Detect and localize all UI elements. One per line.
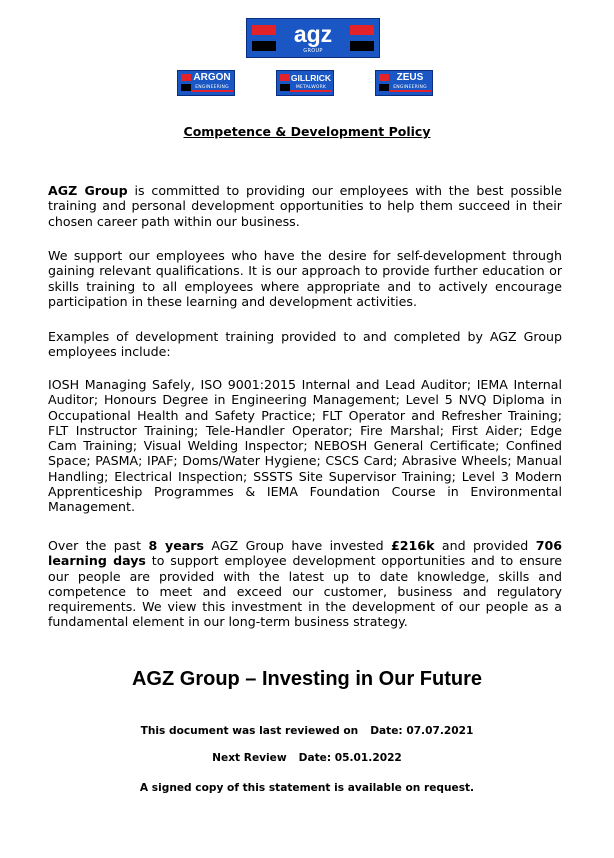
last-reviewed-label: This document was last reviewed on [140, 725, 359, 737]
zeus-engineering-logo [375, 70, 433, 96]
intro-paragraph [48, 183, 562, 229]
last-reviewed-line [0, 725, 614, 737]
argon-engineering-logo [177, 70, 235, 96]
agz-group-logo [246, 18, 380, 58]
examples-intro-paragraph: Examples of development training provided to and completed by AGZ Group employees include: [48, 329, 562, 360]
document-title: Competence & Development Policy [183, 124, 431, 139]
logo-main-subtext: GROUP [303, 48, 323, 54]
investment-text-3: and provided [434, 538, 536, 553]
last-reviewed-date: Date: 07.07.2021 [370, 725, 474, 737]
investment-text-4: to support employee development opportunities and to ensure our people are provided with the latest up to date knowledge, skills and competence to meet and exceed our customer, business and regulatory requirements. We view this investment in the development of our people as a fundamental element in our long-term business strategy. [48, 553, 562, 630]
company-name: AGZ Group [48, 183, 128, 198]
intro-text: is committed to providing our employees with the best possible training and personal development opportunities to help them succeed in their chosen career path within our business. [48, 183, 562, 229]
support-paragraph: We support our employees who have the desire for self-development through gaining relevant qualifications. It is our approach to provide further education or skills training to all employees where appropriate and to actively encourage participation in these learning and development activities. [48, 248, 562, 309]
next-review-label: Next Review [212, 752, 287, 764]
signed-copy-note: A signed copy of this statement is available on request. [139, 782, 475, 794]
logo-main-text: agz [293, 21, 333, 47]
learning-days: 706 learning days [48, 538, 562, 569]
investment-years: 8 years [148, 538, 204, 553]
investment-text-2: AGZ Group have invested [203, 538, 392, 553]
next-review-date: Date: 05.01.2022 [298, 752, 402, 764]
investment-paragraph [48, 538, 562, 630]
investment-text-1: Over the past [48, 538, 149, 553]
logo-gillrick-tag: METALWORK [295, 85, 327, 90]
next-review-line [0, 752, 614, 764]
logo-argon-tag: ENGINEERING [195, 85, 229, 90]
logo-zeus-name: ZEUS [396, 72, 424, 83]
logo-argon-name: ARGON [193, 72, 231, 83]
investment-amount: £216k [391, 538, 435, 553]
training-list-paragraph: IOSH Managing Safely, ISO 9001:2015 Internal and Lead Auditor; IEMA Internal Auditor; Honours Degree in Engineering Management; Level 5 NVQ Diploma in Occupational Health and Safety Practice; FLT Operator and Refresher Training; FLT Instructor Training; Tele-Handler Operator; Fire Marshal; First Aider; Edge Cam Training; Visual Welding Inspector; NEBOSH General Certificate; Confined Space; PASMA; IPAF; Doms/Water Hygiene; CSCS Card; Abrasive Wheels; Manual Handling; Electrical Inspection; SSSTS Site Supervisor Training; Level 3 Modern Apprenticeship Programmes & IEMA Foundation Course in Environmental Management. [48, 377, 562, 515]
gillrick-metalwork-logo [276, 70, 334, 96]
slogan: AGZ Group – Investing in Our Future [131, 668, 482, 690]
logo-gillrick-name: GILLRICK [290, 73, 332, 83]
logo-zeus-tag: ENGINEERING [393, 85, 427, 90]
